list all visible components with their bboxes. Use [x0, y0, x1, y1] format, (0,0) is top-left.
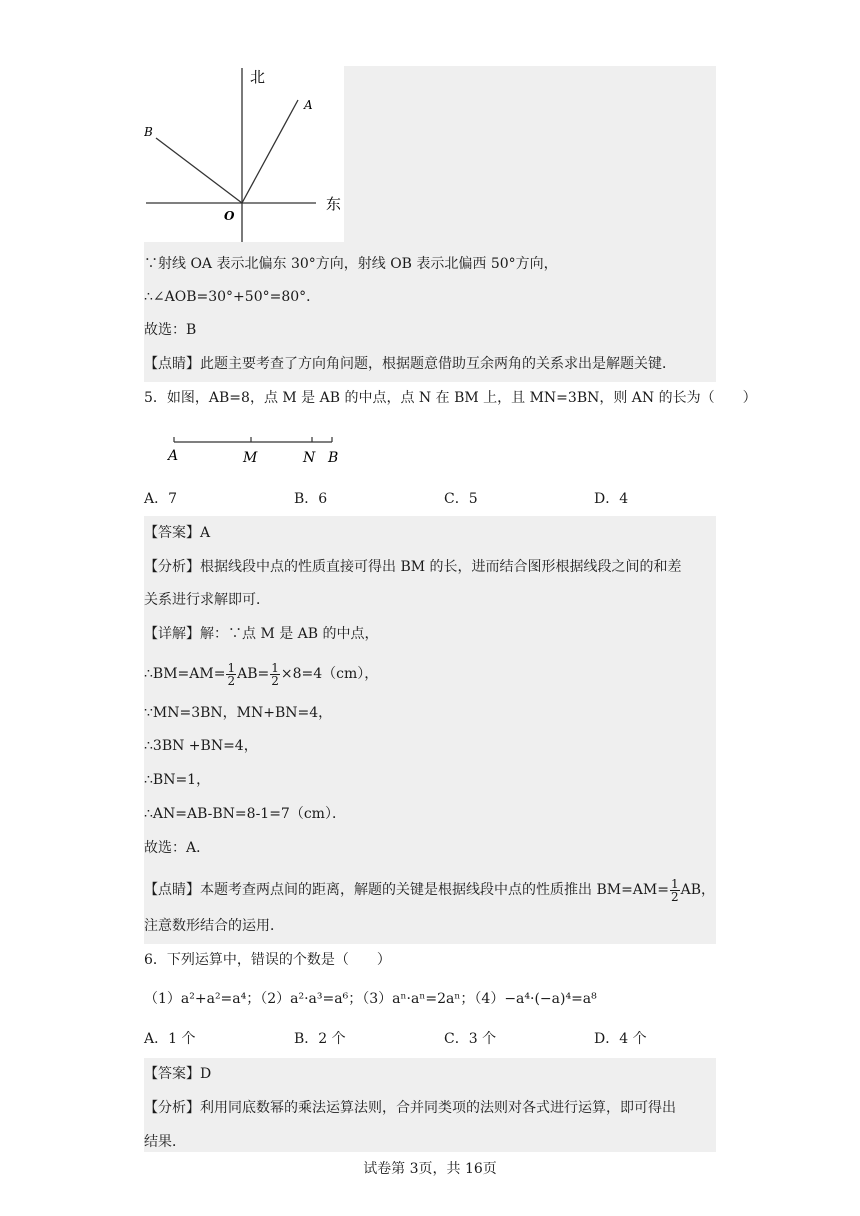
q5-tip-1	[144, 876, 715, 904]
q5-detail-2-mid: AB=	[237, 666, 270, 682]
half-fraction	[670, 878, 680, 903]
q5-detail-7: 故选：A．	[144, 840, 211, 856]
q5-question: 5．如图，AB=8，点 M 是 AB 的中点，点 N 在 BM 上，且 MN=3BN，则 AN 的长为（ ）	[144, 390, 757, 406]
q4-line-1: ∵射线 OA 表示北偏东 30°方向，射线 OB 表示北偏西 50°方向，	[144, 256, 558, 272]
q5-option-d: D．4	[594, 491, 629, 507]
q5-detail-1: 【详解】解：∵点 M 是 AB 的中点，	[144, 626, 379, 642]
east-label: 东	[326, 195, 342, 213]
segment-diagram	[162, 430, 352, 470]
fraction-numerator: 1	[271, 660, 279, 675]
direction-diagram	[144, 64, 354, 244]
q6-question: 6．下列运算中，错误的个数是（ ）	[144, 952, 391, 968]
fraction-denominator: 2	[271, 673, 279, 688]
point-a-label: A	[168, 448, 179, 464]
fraction-numerator: 1	[227, 660, 236, 675]
q4-tip: 【点睛】此题主要考查了方向角问题，根据题意借助互余两角的关系求出是解题关键．	[144, 356, 676, 372]
fraction-numerator: 1	[670, 876, 679, 891]
q5-detail-2-pre: ∴BM=AM=	[144, 666, 226, 682]
q6-option-c: C．3 个	[444, 1031, 497, 1047]
point-b-label: B	[328, 450, 339, 466]
ray-b-label: B	[144, 125, 153, 139]
q5-detail-2	[144, 660, 378, 688]
q5-option-b: B．6	[294, 491, 328, 507]
half-fraction	[270, 662, 280, 687]
diagram-background	[144, 66, 344, 242]
q5-detail-4: ∴3BN +BN=4，	[144, 738, 258, 754]
q5-analysis-1: 【分析】根据线段中点的性质直接可得出 BM 的长，进而结合图形根据线段之间的和差	[144, 559, 682, 575]
q5-tip-1-post: AB，	[680, 882, 716, 898]
q6-analysis-1: 【分析】利用同底数幂的乘法运算法则，合并同类项的法则对各式进行运算，即可得出	[144, 1100, 676, 1116]
q5-detail-2-post: ×8=4（cm），	[280, 666, 379, 682]
q4-line-3: 故选：B	[144, 322, 197, 338]
q5-detail-6: ∴AN=AB-BN=8-1=7（cm）．	[144, 806, 346, 822]
point-n-label: N	[303, 450, 316, 466]
page-footer: 试卷第 3页，共 16页	[363, 1161, 497, 1177]
q5-tip-1-pre: 【点睛】本题考查两点间的距离，解题的关键是根据线段中点的性质推出 BM=AM=	[144, 882, 669, 898]
q4-line-2: ∴∠AOB=30°+50°=80°．	[144, 289, 321, 305]
ray-a-label: A	[304, 98, 313, 112]
q6-analysis-2: 结果．	[144, 1134, 186, 1150]
fraction-denominator: 2	[670, 889, 679, 904]
q5-tip-2: 注意数形结合的运用．	[144, 918, 284, 934]
origin-label: O	[224, 209, 235, 223]
q5-option-a: A．7	[144, 491, 178, 507]
q5-option-c: C．5	[444, 491, 478, 507]
q6-option-a: A．1 个	[144, 1031, 196, 1047]
q5-answer: 【答案】A	[144, 525, 211, 541]
q5-analysis-2: 关系进行求解即可．	[144, 592, 270, 608]
north-label: 北	[250, 68, 266, 86]
q6-items: （1）a²+a²=a⁴；（2）a²·a³=a⁶；（3）aⁿ·aⁿ=2aⁿ；（4）−a⁴·(−a)⁴=a⁸	[144, 991, 597, 1007]
fraction-denominator: 2	[227, 673, 236, 688]
q5-detail-5: ∴BN=1，	[144, 772, 211, 788]
half-fraction	[226, 662, 236, 687]
q6-answer: 【答案】D	[144, 1066, 212, 1082]
q5-detail-3: ∵MN=3BN，MN+BN=4，	[144, 705, 333, 721]
point-m-label: M	[243, 450, 258, 466]
q6-option-d: D．4 个	[594, 1031, 647, 1047]
q6-option-b: B．2 个	[294, 1031, 346, 1047]
